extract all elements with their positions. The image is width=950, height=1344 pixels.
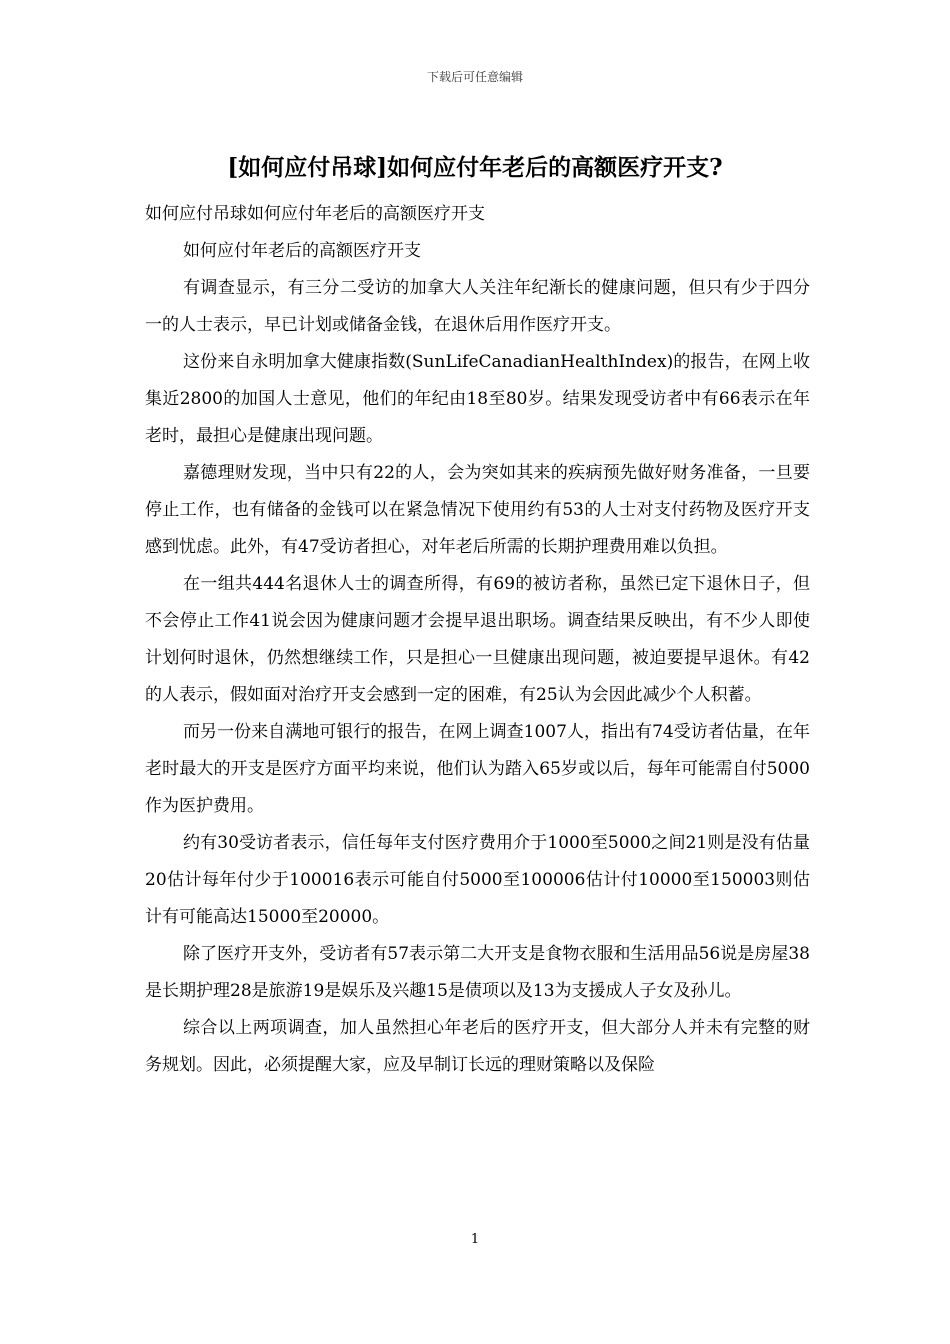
page-number: 1 bbox=[470, 1232, 480, 1247]
paragraph: 这份来自永明加拿大健康指数(SunLifeCanadianHealthIndex)的报告，在网上收集近2800的加国人士意见，他们的年纪由18至80岁。结果发现受访者中有66表示在年老时，最担心是健康出现问题。 bbox=[145, 352, 810, 446]
document-title: [如何应付吊球]如何应付年老后的高额医疗开支? bbox=[227, 154, 723, 181]
paragraph: 除了医疗开支外，受访者有57表示第二大开支是食物衣服和生活用品56说是房屋38是长期护理28是旅游19是娱乐及兴趣15是债项以及13为支援成人子女及孙儿。 bbox=[145, 944, 810, 1001]
paragraph: 约有30受访者表示，信任每年支付医疗费用介于1000至5000之间21则是没有估量20估计每年付少于100016表示可能自付5000至100006估计付10000至150003则估计有可能高达15000至20000。 bbox=[145, 833, 810, 927]
header-note: 下载后可任意编辑 bbox=[426, 70, 523, 84]
paragraph: 综合以上两项调查，加人虽然担心年老后的医疗开支，但大部分人并未有完整的财务规划。因此，必须提醒大家，应及早制订长远的理财策略以及保险 bbox=[145, 1018, 810, 1075]
paragraph: 在一组共444名退休人士的调查所得，有69的被访者称，虽然已定下退休日子，但不会停止工作41说会因为健康问题才会提早退出职场。调查结果反映出，有不少人即使计划何时退休，仍然想继续工作，只是担心一旦健康出现问题，被迫要提早退休。有42的人表示，假如面对治疗开支会感到一定的困难，有25认为会因此减少个人积蓄。 bbox=[145, 574, 810, 705]
paragraph: 有调查显示，有三分二受访的加拿大人关注年纪渐长的健康问题，但只有少于四分一的人士表示，早已计划或储备金钱，在退休后用作医疗开支。 bbox=[145, 278, 810, 335]
paragraph: 而另一份来自满地可银行的报告，在网上调查1007人，指出有74受访者估量，在年老时最大的开支是医疗方面平均来说，他们认为踏入65岁或以后，每年可能需自付5000作为医护费用。 bbox=[145, 722, 810, 816]
document-body bbox=[145, 196, 810, 1084]
paragraph-heading: 如何应付年老后的高额医疗开支 bbox=[183, 241, 421, 261]
paragraph: 嘉德理财发现，当中只有22的人，会为突如其来的疾病预先做好财务准备，一旦要停止工作，也有储备的金钱可以在紧急情况下使用约有53的人士对支付药物及医疗开支感到忧虑。此外，有47受访者担心，对年老后所需的长期护理费用难以负担。 bbox=[145, 463, 810, 557]
paragraph-subtitle: 如何应付吊球如何应付年老后的高额医疗开支 bbox=[145, 204, 485, 224]
